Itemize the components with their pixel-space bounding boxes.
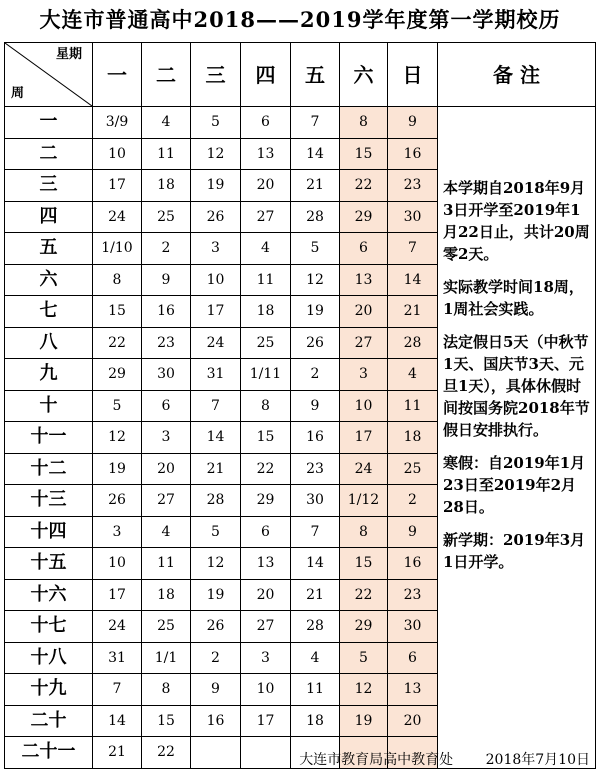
week-row	[5, 107, 596, 139]
date-cell: 16	[191, 705, 241, 737]
date-cell: 1/10	[93, 233, 142, 265]
date-cell: 28	[291, 201, 340, 233]
date-cell: 9	[142, 264, 191, 296]
week-label: 十三	[5, 485, 93, 517]
weekend-date-cell: 5	[340, 642, 388, 674]
date-cell: 2	[142, 233, 191, 265]
date-cell: 6	[241, 516, 291, 548]
day-header-fri: 五	[291, 43, 340, 107]
date-cell: 18	[142, 170, 191, 202]
weekend-date-cell: 28	[388, 327, 438, 359]
weekend-date-cell: 22	[340, 579, 388, 611]
date-cell: 21	[191, 453, 241, 485]
week-label: 十	[5, 390, 93, 422]
week-label: 九	[5, 359, 93, 391]
date-cell: 4	[142, 107, 191, 139]
date-cell: 24	[191, 327, 241, 359]
weekend-date-cell: 22	[340, 170, 388, 202]
date-cell: 10	[93, 548, 142, 580]
weekend-date-cell: 6	[388, 642, 438, 674]
date-cell: 17	[93, 170, 142, 202]
date-cell: 10	[93, 138, 142, 170]
date-cell: 7	[291, 107, 340, 139]
weekend-date-cell: 13	[340, 264, 388, 296]
weekend-date-cell: 29	[340, 201, 388, 233]
date-cell: 24	[93, 201, 142, 233]
date-cell: 5	[93, 390, 142, 422]
calendar-body	[5, 43, 596, 769]
date-cell: 6	[241, 107, 291, 139]
week-label: 十二	[5, 453, 93, 485]
weekend-date-cell: 25	[388, 453, 438, 485]
date-cell: 26	[93, 485, 142, 517]
date-cell: 12	[291, 264, 340, 296]
weekend-date-cell: 27	[340, 327, 388, 359]
week-label: 二	[5, 138, 93, 170]
date-cell: 8	[93, 264, 142, 296]
date-cell: 19	[191, 170, 241, 202]
date-cell: 11	[142, 548, 191, 580]
weekend-date-cell: 16	[388, 138, 438, 170]
date-cell: 11	[142, 138, 191, 170]
date-cell: 12	[191, 548, 241, 580]
notes-list	[438, 107, 595, 573]
weekend-date-cell: 14	[388, 264, 438, 296]
date-cell: 10	[191, 264, 241, 296]
date-cell: 17	[241, 705, 291, 737]
date-cell: 6	[142, 390, 191, 422]
day-header-wed: 三	[191, 43, 241, 107]
date-cell: 7	[93, 674, 142, 706]
weekend-date-cell: 7	[388, 233, 438, 265]
weekend-date-cell: 11	[388, 390, 438, 422]
corner-label-weekday: 星期	[55, 47, 82, 62]
date-cell: 19	[291, 296, 340, 328]
weekend-date-cell: 18	[388, 422, 438, 454]
date-cell: 4	[142, 516, 191, 548]
school-calendar-table	[4, 42, 596, 769]
weekend-date-cell: 1/12	[340, 485, 388, 517]
day-header-thu: 四	[241, 43, 291, 107]
date-cell: 17	[93, 579, 142, 611]
date-cell: 29	[241, 485, 291, 517]
date-cell: 2	[291, 359, 340, 391]
date-cell: 22	[241, 453, 291, 485]
date-cell: 18	[291, 705, 340, 737]
weekend-date-cell: 15	[340, 548, 388, 580]
weekend-date-cell: 13	[388, 674, 438, 706]
date-cell: 8	[142, 674, 191, 706]
weekend-date-cell: 17	[340, 422, 388, 454]
weekend-date-cell: 20	[388, 705, 438, 737]
date-cell: 25	[142, 201, 191, 233]
date-cell: 1/11	[241, 359, 291, 391]
corner-label-week: 周	[11, 86, 25, 101]
day-header-tue: 二	[142, 43, 191, 107]
weekend-date-cell: 8	[340, 107, 388, 139]
date-cell: 10	[241, 674, 291, 706]
date-cell: 23	[142, 327, 191, 359]
date-cell: 16	[142, 296, 191, 328]
date-cell: 5	[291, 233, 340, 265]
weekend-date-cell: 24	[340, 453, 388, 485]
date-cell	[241, 737, 291, 769]
date-cell: 1/1	[142, 642, 191, 674]
date-cell: 4	[291, 642, 340, 674]
date-cell: 19	[191, 579, 241, 611]
weekend-date-cell: 3	[340, 359, 388, 391]
note-paragraph: 寒假：自2019年1月23日至2019年2月28日。	[443, 454, 586, 516]
note-paragraph: 法定假日5天（中秋节1天、国庆节3天、元旦1天），具体休假时间按国务院2018年节假日安排执行。	[443, 333, 590, 439]
date-cell: 3	[241, 642, 291, 674]
date-cell: 20	[142, 453, 191, 485]
date-cell: 3/9	[93, 107, 142, 139]
weekend-date-cell: 30	[388, 201, 438, 233]
date-cell: 28	[291, 611, 340, 643]
weekend-date-cell: 23	[388, 579, 438, 611]
date-cell: 14	[191, 422, 241, 454]
weekend-date-cell: 4	[388, 359, 438, 391]
weekend-date-cell: 15	[340, 138, 388, 170]
week-label: 十八	[5, 642, 93, 674]
notes-header: 备 注	[438, 43, 596, 107]
week-label: 十四	[5, 516, 93, 548]
date-cell: 9	[191, 674, 241, 706]
date-cell: 7	[191, 390, 241, 422]
date-cell: 28	[191, 485, 241, 517]
date-cell	[191, 737, 241, 769]
notes-cell	[438, 107, 596, 769]
week-label: 十七	[5, 611, 93, 643]
weekend-date-cell: 20	[340, 296, 388, 328]
date-cell: 30	[291, 485, 340, 517]
week-label: 七	[5, 296, 93, 328]
page-title: 大连市普通高中2018——2019学年度第一学期校历	[39, 7, 561, 32]
date-cell: 14	[291, 548, 340, 580]
date-cell: 27	[142, 485, 191, 517]
day-header-mon: 一	[93, 43, 142, 107]
date-cell: 26	[291, 327, 340, 359]
date-cell: 14	[93, 705, 142, 737]
date-cell: 9	[291, 390, 340, 422]
date-cell: 22	[142, 737, 191, 769]
header-row	[5, 43, 596, 107]
weekend-date-cell: 29	[340, 611, 388, 643]
date-cell: 3	[93, 516, 142, 548]
date-cell: 26	[191, 201, 241, 233]
week-label: 十一	[5, 422, 93, 454]
date-cell: 12	[191, 138, 241, 170]
weekend-date-cell: 16	[388, 548, 438, 580]
week-label: 一	[5, 107, 93, 139]
week-label: 二十一	[5, 737, 93, 769]
date-cell: 30	[142, 359, 191, 391]
weekend-date-cell: 10	[340, 390, 388, 422]
date-cell: 31	[93, 642, 142, 674]
week-label: 二十	[5, 705, 93, 737]
date-cell: 25	[142, 611, 191, 643]
date-cell: 16	[291, 422, 340, 454]
date-cell: 2	[191, 642, 241, 674]
weekend-date-cell: 6	[340, 233, 388, 265]
date-cell: 23	[291, 453, 340, 485]
weekend-date-cell: 30	[388, 611, 438, 643]
footer-issuer: 大连市教育局高中教育处	[299, 752, 454, 768]
date-cell: 3	[191, 233, 241, 265]
date-cell: 15	[93, 296, 142, 328]
date-cell: 12	[93, 422, 142, 454]
date-cell: 18	[142, 579, 191, 611]
corner-header-cell	[5, 43, 93, 107]
weekend-date-cell: 9	[388, 516, 438, 548]
date-cell: 31	[191, 359, 241, 391]
date-cell: 5	[191, 516, 241, 548]
footer-date: 2018年7月10日	[485, 752, 590, 768]
date-cell: 3	[142, 422, 191, 454]
date-cell: 20	[241, 579, 291, 611]
week-label: 四	[5, 201, 93, 233]
date-cell: 22	[93, 327, 142, 359]
date-cell: 13	[241, 138, 291, 170]
weekend-date-cell: 2	[388, 485, 438, 517]
note-paragraph: 本学期自2018年9月3日开学至2019年1月22日止，共计20周零2天。	[443, 179, 590, 263]
week-label: 五	[5, 233, 93, 265]
date-cell: 11	[241, 264, 291, 296]
date-cell: 19	[93, 453, 142, 485]
date-cell: 26	[191, 611, 241, 643]
week-label: 十五	[5, 548, 93, 580]
weekend-date-cell: 9	[388, 107, 438, 139]
date-cell: 15	[142, 705, 191, 737]
date-cell: 17	[191, 296, 241, 328]
footer	[299, 749, 590, 769]
week-label: 十六	[5, 579, 93, 611]
week-label: 三	[5, 170, 93, 202]
date-cell: 27	[241, 611, 291, 643]
date-cell: 15	[241, 422, 291, 454]
date-cell: 25	[241, 327, 291, 359]
day-header-sun: 日	[388, 43, 438, 107]
date-cell: 27	[241, 201, 291, 233]
note-paragraph: 实际教学时间18周，1周社会实践。	[443, 278, 584, 318]
date-cell: 21	[93, 737, 142, 769]
date-cell: 24	[93, 611, 142, 643]
date-cell: 4	[241, 233, 291, 265]
date-cell: 20	[241, 170, 291, 202]
date-cell: 21	[291, 579, 340, 611]
date-cell: 8	[241, 390, 291, 422]
note-paragraph: 新学期：2019年3月1日开学。	[443, 531, 586, 571]
weekend-date-cell: 23	[388, 170, 438, 202]
date-cell: 21	[291, 170, 340, 202]
date-cell: 14	[291, 138, 340, 170]
date-cell: 29	[93, 359, 142, 391]
date-cell: 18	[241, 296, 291, 328]
date-cell: 5	[191, 107, 241, 139]
weekend-date-cell: 21	[388, 296, 438, 328]
weekend-date-cell: 19	[340, 705, 388, 737]
date-cell: 7	[291, 516, 340, 548]
weekend-date-cell: 8	[340, 516, 388, 548]
date-cell: 11	[291, 674, 340, 706]
date-cell: 13	[241, 548, 291, 580]
weekend-date-cell: 12	[340, 674, 388, 706]
week-label: 十九	[5, 674, 93, 706]
day-header-sat: 六	[340, 43, 388, 107]
week-label: 六	[5, 264, 93, 296]
week-label: 八	[5, 327, 93, 359]
